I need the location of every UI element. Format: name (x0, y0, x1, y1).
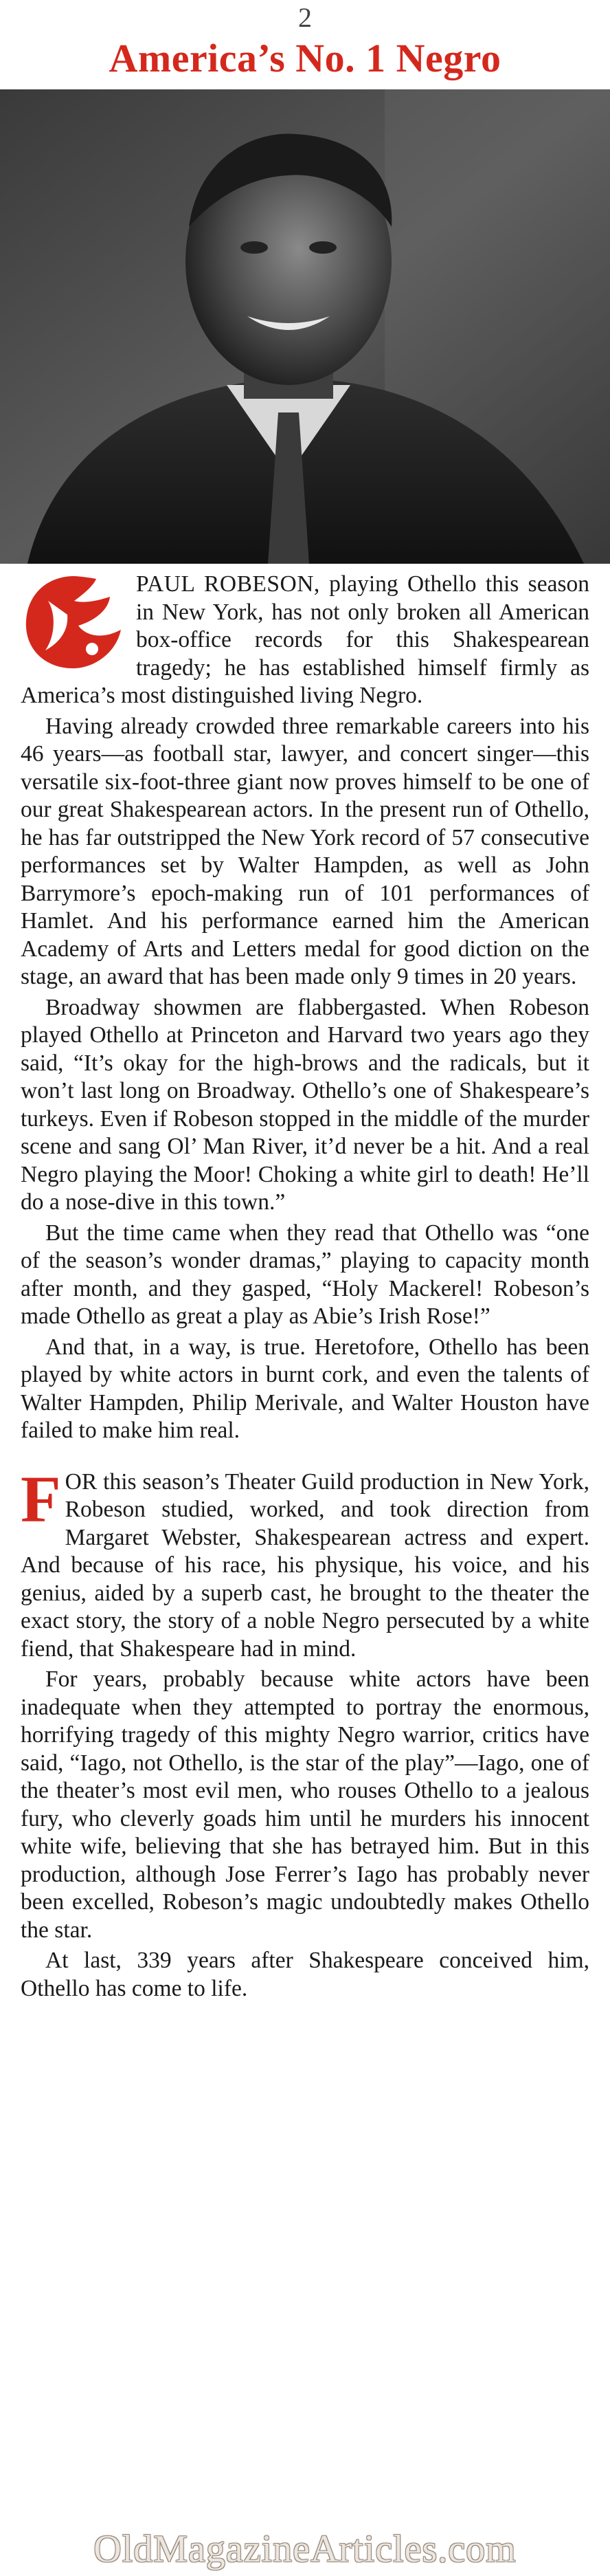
paragraph: Having already crowded three remarkable careers into his 46 years—as football star, lawyer, and concert singer—this versatile six-foot-three giant now proves himself to be one of our great Shakespearean actors. In the present run of Othello, he has far outstripped the New York record of 57 consecutive performances set by Walter Hampden, as well as John Barrymore’s epoch-making run of 101 performances of Hamlet. And his performance earned him the American Academy of Arts and Letters medal for good diction on the stage, an award that has been made only 9 times in 20 years. (21, 713, 589, 989)
paragraph (21, 1462, 589, 1664)
portrait-photo (0, 89, 610, 564)
paragraph-text: this season’s Theater Guild production in New York, Robeson studied, worked, and took direction from Margaret Webster, Shakespearean actress and expert. And because of his race, his physique, his voice, and his genius, aided by a superb cast, he brought to the theater the exact story, the story of a noble Negro persecuted by a white fiend, that Shakespeare had in mind. (21, 1468, 589, 1662)
drop-cap-ornament-icon (21, 573, 124, 671)
paragraph: And that, in a way, is true. Heretofore, Othello has been played by white actors in burnt cork, and even the talents of Walter Hampden, Philip Merivale, and Walter Houston have failed to make him real. (21, 1334, 589, 1443)
paragraph: For years, probably because white actors have been inadequate when they attempted to portray the enormous, horrifying tragedy of this mighty Negro warrior, critics have said, “Iago, not Othello, is the star of the play”—Iago, one of the theater’s most evil men, who rouses Othello to a jealous fury, who cleverly goads him until he murders his innocent white wife, believing that she has betrayed him. But in this production, although Jose Ferrer’s Iago has probably never been excelled, Robeson’s magic undoubtedly makes Othello the star. (21, 1666, 589, 1943)
paragraph: Broadway showmen are flabbergasted. When Robeson played Othello at Princeton and Harvard two years ago they said, “It’s okay for the high-brows and the radicals, but it won’t last long on Broadway. Othello’s one of Shakespeare’s turkeys. Even if Robeson stopped in the middle of the murder scene and sang Ol’ Man River, it’d never be a hit. And a real Negro playing the Moor! Choking a white girl to death! He’ll do a nose-dive in this town.” (21, 994, 589, 1215)
paragraph: But the time came when they read that Othello was “one of the season’s wonder dramas,” playing to capacity month after month, and they gasped, “Holy Mackerel! Robeson’s made Othello as great a play as Abie’s Irish Rose!” (21, 1220, 589, 1329)
paragraph: At last, 339 years after Shakespeare conceived him, Othello has come to life. (21, 1948, 589, 2001)
page-title: America’s No. 1 Negro (109, 36, 501, 80)
page-number: 2 (298, 2, 312, 33)
watermark: OldMagazineArticles.com (93, 2528, 517, 2571)
drop-cap-letter: F (21, 1462, 61, 1536)
lead-in: PAUL ROBESON, (136, 571, 320, 597)
lead-in: OR (65, 1468, 98, 1495)
article-body (21, 571, 589, 2003)
paragraph-text: playing Othello this season in New York, has not only broken all American box-office records for this Shakespearean tragedy; he has established himself firmly as America’s most distinguished living Negro. (21, 571, 589, 708)
paragraph (21, 571, 589, 710)
